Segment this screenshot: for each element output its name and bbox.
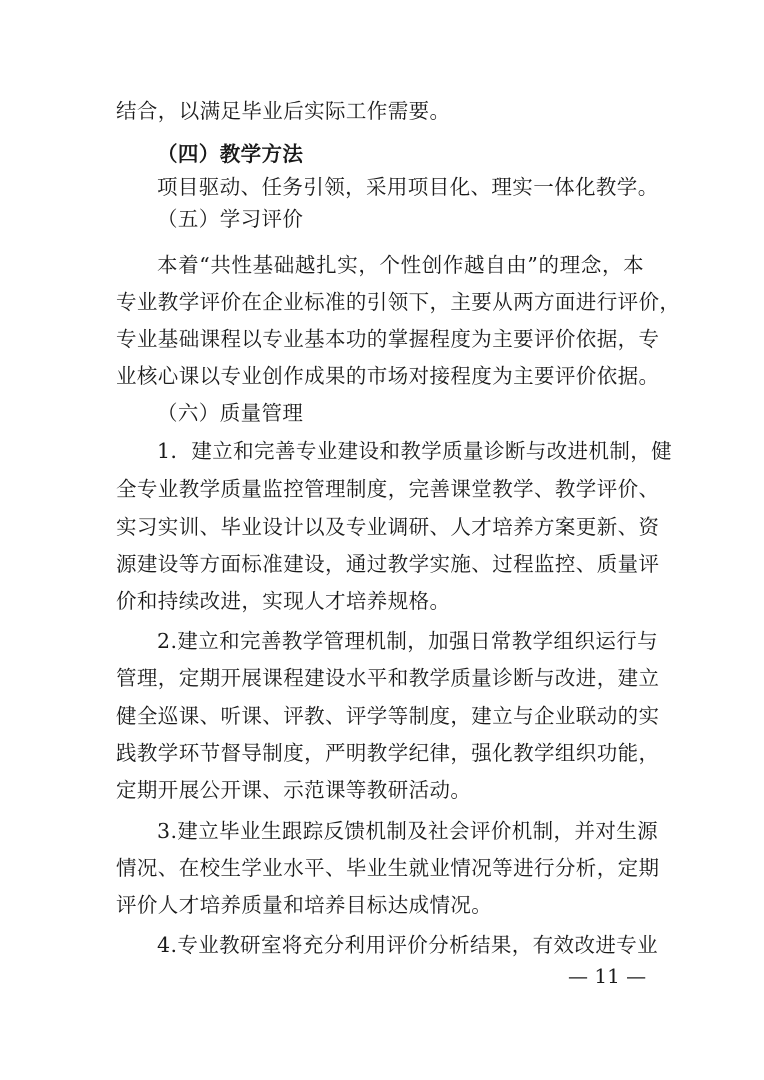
- page-number: — 11 —: [568, 964, 647, 988]
- paragraph-line: 专业基础课程以专业基本功的掌握程度为主要评价依据，专: [116, 327, 660, 351]
- paragraph-line: 健全巡课、听课、评教、评学等制度，建立与企业联动的实: [116, 704, 660, 728]
- paragraph-line: 情况、在校生学业水平、毕业生就业情况等进行分析，定期: [116, 856, 660, 880]
- paragraph-line: 践教学环节督导制度，严明教学纪律，强化教学组织功能，: [116, 741, 660, 765]
- paragraph-line: 业核心课以专业创作成果的市场对接程度为主要评价依据。: [116, 364, 660, 388]
- paragraph-line: 结合，以满足毕业后实际工作需要。: [116, 99, 451, 123]
- paragraph-line: 管理，定期开展课程建设水平和教学质量诊断与改进，建立: [116, 666, 660, 690]
- paragraph-line: 全专业教学质量监控管理制度，完善课堂教学、教学评价、: [116, 477, 660, 501]
- paragraph-line: 定期开展公开课、示范课等教研活动。: [116, 778, 472, 802]
- paragraph-line: 专业教学评价在企业标准的引领下，主要从两方面进行评价，: [116, 290, 681, 314]
- paragraph-line: 源建设等方面标准建设，通过教学实施、过程监控、质量评: [116, 552, 660, 576]
- paragraph-line: 本着“共性基础越扎实，个性创作越自由”的理念，本: [157, 253, 644, 277]
- paragraph-line: 实习实训、毕业设计以及专业调研、人才培养方案更新、资: [116, 515, 660, 539]
- paragraph-line: 价和持续改进，实现人才培养规格。: [116, 589, 451, 613]
- paragraph-line: 2.建立和完善教学管理机制，加强日常教学组织运行与: [157, 629, 659, 653]
- section-heading-quality-management: （六）质量管理: [157, 401, 304, 425]
- paragraph-line: 3.建立毕业生跟踪反馈机制及社会评价机制，并对生源: [157, 819, 659, 843]
- paragraph-line: 项目驱动、任务引领，采用项目化、理实一体化教学。: [157, 175, 659, 199]
- section-heading-teaching-method: （四）教学方法: [157, 142, 304, 166]
- paragraph-line: 评价人才培养质量和培养目标达成情况。: [116, 893, 493, 917]
- section-heading-learning-evaluation: （五）学习评价: [157, 207, 304, 231]
- paragraph-line: 4.专业教研室将充分利用评价分析结果，有效改进专业: [157, 933, 659, 957]
- paragraph-line: 1．建立和完善专业建设和教学质量诊断与改进机制，健: [157, 439, 673, 463]
